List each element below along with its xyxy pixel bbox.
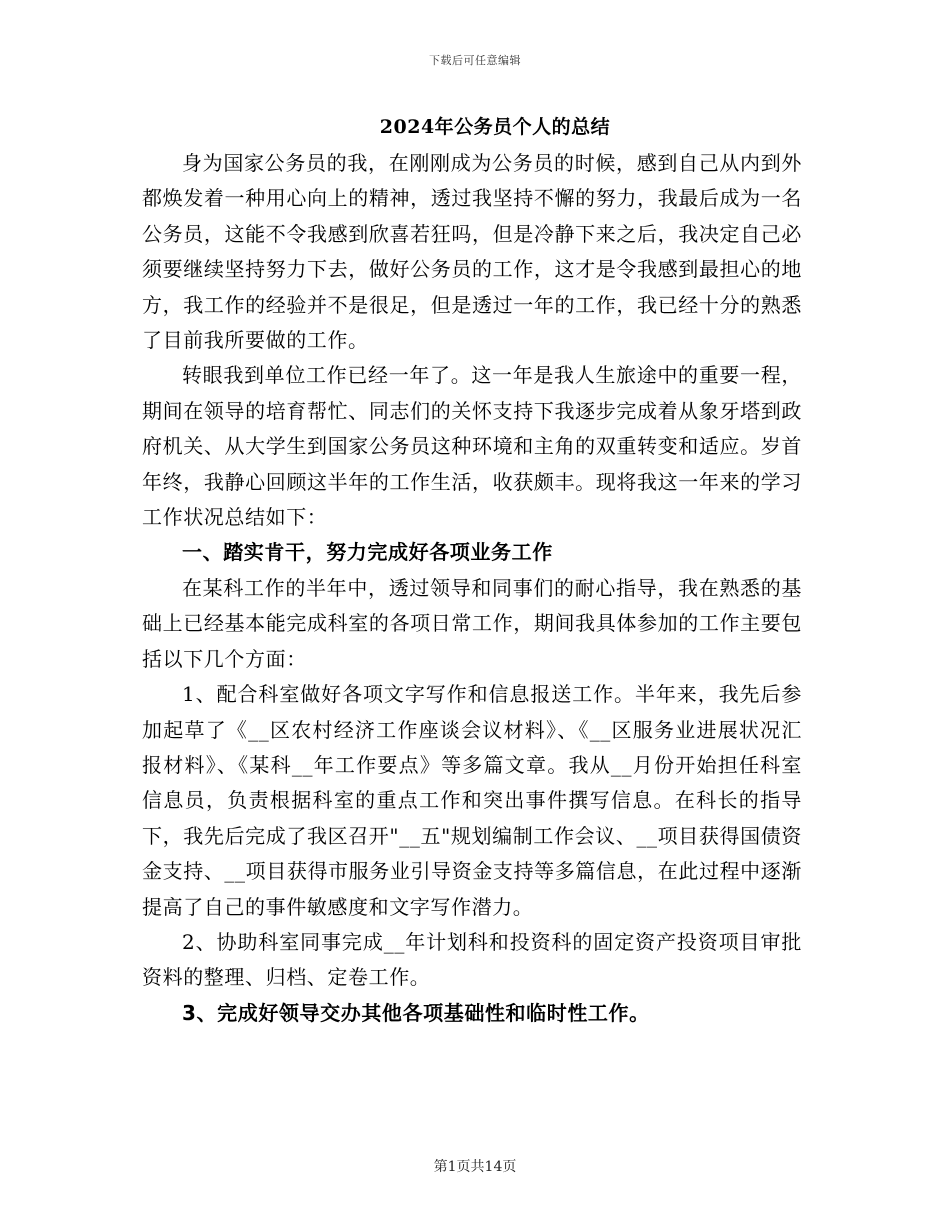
paragraph-intro: 身为国家公务员的我，在刚刚成为公务员的时候，感到自己从内到外都焕发着一种用心向上的精神，透过我坚持不懈的努力，我最后成为一名公务员，这能不令我感到欣喜若狂吗，但是冷静下来之后，我决定自己必须要继续坚持努力下去，做好公务员的工作，这才是令我感到最担心的地方，我工作的经验并不是很足，但是透过一年的工作，我已经十分的熟悉了目前我所要做的工作。 — [142, 151, 802, 353]
list-item-3: 3、完成好领导交办其他各项基础性和临时性工作。 — [182, 1000, 650, 1025]
paragraph-overview: 转眼我到单位工作已经一年了。这一年是我人生旅途中的重要一程，期间在领导的培育帮忙、同志们的关怀支持下我逐步完成着从象牙塔到政府机关、从大学生到国家公务员这种环境和主角的双重转变和适应。岁首年终，我静心回顾这半年的工作生活，收获颇丰。现将我这一年来的学习工作状况总结如下： — [142, 363, 802, 530]
page-header: 下载后可任意编辑 — [429, 54, 521, 67]
paragraph-section-intro: 在某科工作的半年中，透过领导和同事们的耐心指导，我在熟悉的基础上已经基本能完成科室的各项日常工作，期间我具体参加的工作主要包括以下几个方面： — [142, 575, 802, 671]
list-item-1: 1、配合科室做好各项文字写作和信息报送工作。半年来，我先后参加起草了《__区农村经济工作座谈会议材料》、《__区服务业进展状况汇报材料》、《某科__年工作要点》等多篇文章。我从__月份开始担任科室信息员，负责根据科室的重点工作和突出事件撰写信息。在科长的指导下，我先后完成了我区召开"__五"规划编制工作会议、__项目获得国债资金支持、__项目获得市服务业引导资金支持等多篇信息，在此过程中逐渐提高了自己的事件敏感度和文字写作潜力。 — [142, 682, 802, 919]
document-title: 2024年公务员个人的总结 — [379, 116, 611, 138]
list-item-2: 2、协助科室同事完成__年计划科和投资科的固定资产投资项目审批资料的整理、归档、定卷工作。 — [142, 929, 802, 990]
page-number: 第1页共14页 — [433, 1159, 517, 1175]
document-body — [142, 146, 802, 1031]
section-heading: 一、踏实肯干，努力完成好各项业务工作 — [182, 540, 553, 565]
